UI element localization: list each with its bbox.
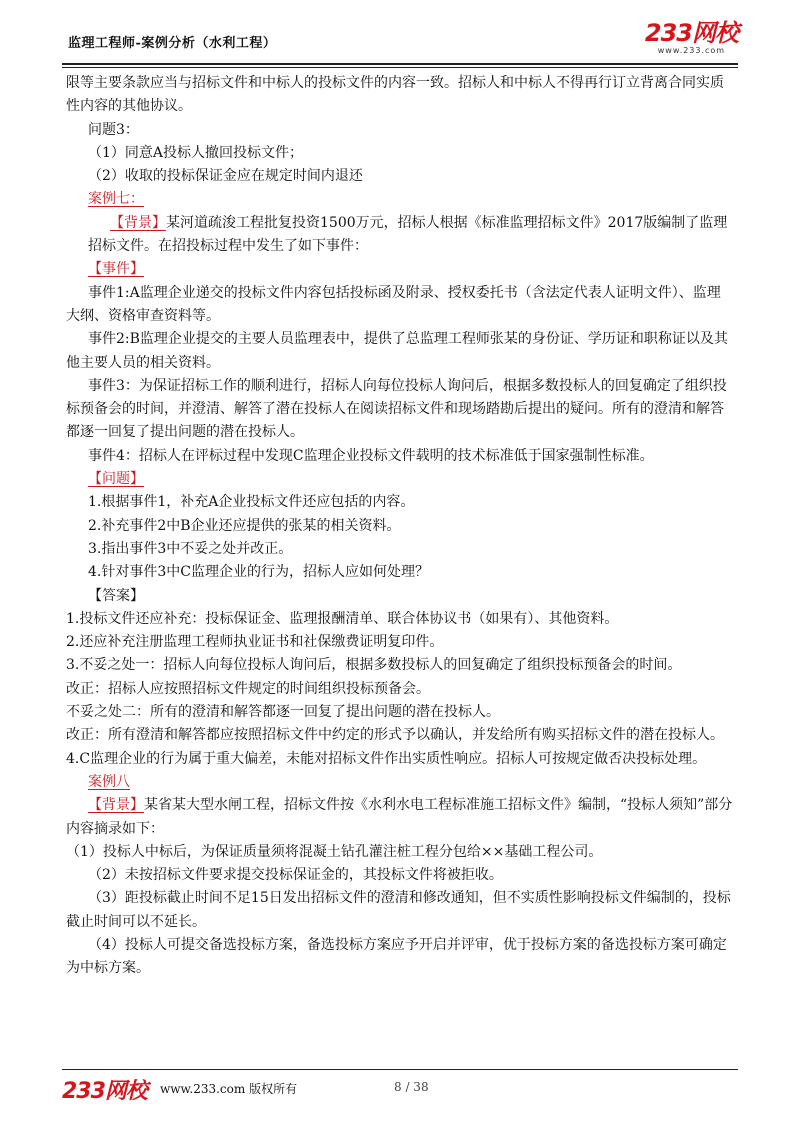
background-text: 某河道疏浚工程批复投资1500万元，招标人根据《标准监理招标文件》2017版编制了监理招标文件。在招投标过程中发生了如下事件： xyxy=(88,214,728,255)
document-title: 监理工程师-案例分析（水利工程） xyxy=(68,36,277,51)
page-footer xyxy=(62,1074,738,1104)
question-item: 4.针对事件3中C监理企业的行为，招标人应如何处理？ xyxy=(88,564,429,581)
footer-logo: 233网校 xyxy=(62,1079,147,1104)
answer-item: 不妥之处二：所有的澄清和解答都逐一回复了提出问题的潜在投标人。 xyxy=(66,704,500,721)
question-item: 2.补充事件2中B企业还应提供的张某的相关资料。 xyxy=(88,517,401,534)
case-title: 案例七： xyxy=(88,191,144,208)
event-item: 事件4：招标人在评标过程中发现C监理企业投标文件载明的技术标准低于国家强制性标准。 xyxy=(88,447,654,464)
answer-line: （2）收取的投标保证金应在规定时间内退还 xyxy=(88,168,363,185)
copyright-text: www.233.com 版权所有 xyxy=(160,1082,298,1096)
logo-url: www.233.com xyxy=(657,46,726,55)
question-tag: 【问题】 xyxy=(88,471,144,488)
rule-item: （1）投标人中标后，为保证质量须将混凝土钻孔灌注桩工程分包给××基础工程公司。 xyxy=(66,843,603,860)
background-paragraph xyxy=(66,794,734,841)
rule-item: （4）投标人可提交备选投标方案，备选投标方案应予开启并评审，优于投标方案的备选投标方案可确定为中标方案。 xyxy=(66,936,727,977)
header-divider xyxy=(62,63,738,65)
background-text: 某省某大型水闸工程，招标文件按《水利水电工程标准施工招标文件》编制，“投标人须知”部分内容摘录如下： xyxy=(66,797,733,837)
header-divider-thin xyxy=(62,67,738,68)
document-body xyxy=(66,72,734,981)
answer-item: 2.还应补充注册监理工程师执业证书和社保缴费证明复印件。 xyxy=(66,634,444,651)
rule-item: （3）距投标截止时间不足15日发出招标文件的澄清和修改通知，但不实质性影响投标文件编制的，投标截止时间可以不延长。 xyxy=(66,890,731,930)
footer-divider xyxy=(62,1069,738,1070)
answer-tag: 【答案】 xyxy=(88,587,144,604)
answer-item: 3.不妥之处一：招标人向每位投标人询问后，根据多数投标人的回复确定了组织投标预备会的时间。 xyxy=(66,657,682,674)
answer-item: 改正：招标人应按照招标文件规定的时间组织投标预备会。 xyxy=(66,680,430,697)
answer-item: 改正：所有澄清和解答都应按照招标文件中约定的形式予以确认，并发给所有购买招标文件的潜在投标人。 xyxy=(66,727,724,744)
answer-line: （1）同意A投标人撤回投标文件； xyxy=(88,144,304,161)
rule-item: （2）未按招标文件要求提交投标保证金的，其投标文件将被拒收。 xyxy=(88,867,503,884)
paragraph: 限等主要条款应当与招标文件和中标人的投标文件的内容一致。招标人和中标人不得再行订立背离合同实质性内容的其他协议。 xyxy=(66,75,724,115)
event-item: 事件1:A监理企业递交的投标文件内容包括投标函及附录、授权委托书（含法定代表人证明文件）、监理大纲、资格审查资料等。 xyxy=(66,284,721,324)
event-item: 事件3：为保证招标工作的顺利进行，招标人向每位投标人询问后，根据多数投标人的回复确定了组织投标预备会的时间，并澄清、解答了潜在投标人在阅读招标文件和现场踏勘后提出的疑问。所有的澄清和解答都逐一回复了提出问题的潜在投标人。 xyxy=(66,377,727,441)
background-tag: 【背景】 xyxy=(88,797,144,814)
background-paragraph xyxy=(66,212,734,259)
answer-item: 1.投标文件还应补充：投标保证金、监理报酬清单、联合体协议书（如果有）、其他资料。 xyxy=(66,610,619,627)
case-title: 案例八 xyxy=(88,773,130,790)
logo-text: 233网校 xyxy=(644,19,738,47)
event-item: 事件2:B监理企业提交的主要人员监理表中，提供了总监理工程师张某的身份证、学历证和职称证以及其他主要人员的相关资料。 xyxy=(66,331,728,371)
answer-item: 4.C监理企业的行为属于重大偏差，未能对招标文件作出实质性响应。招标人可按规定做否决投标处理。 xyxy=(66,750,707,767)
background-tag: 【背景】 xyxy=(110,214,166,231)
page-number: 8 / 38 xyxy=(394,1080,429,1094)
event-tag: 【事件】 xyxy=(88,261,144,278)
page-header xyxy=(62,20,738,64)
question-item: 3.指出事件3中不妥之处并改正。 xyxy=(88,540,293,557)
question-heading: 问题3： xyxy=(88,121,139,138)
brand-logo xyxy=(645,20,738,55)
question-item: 1.根据事件1，补充A企业投标文件还应包括的内容。 xyxy=(88,494,415,511)
